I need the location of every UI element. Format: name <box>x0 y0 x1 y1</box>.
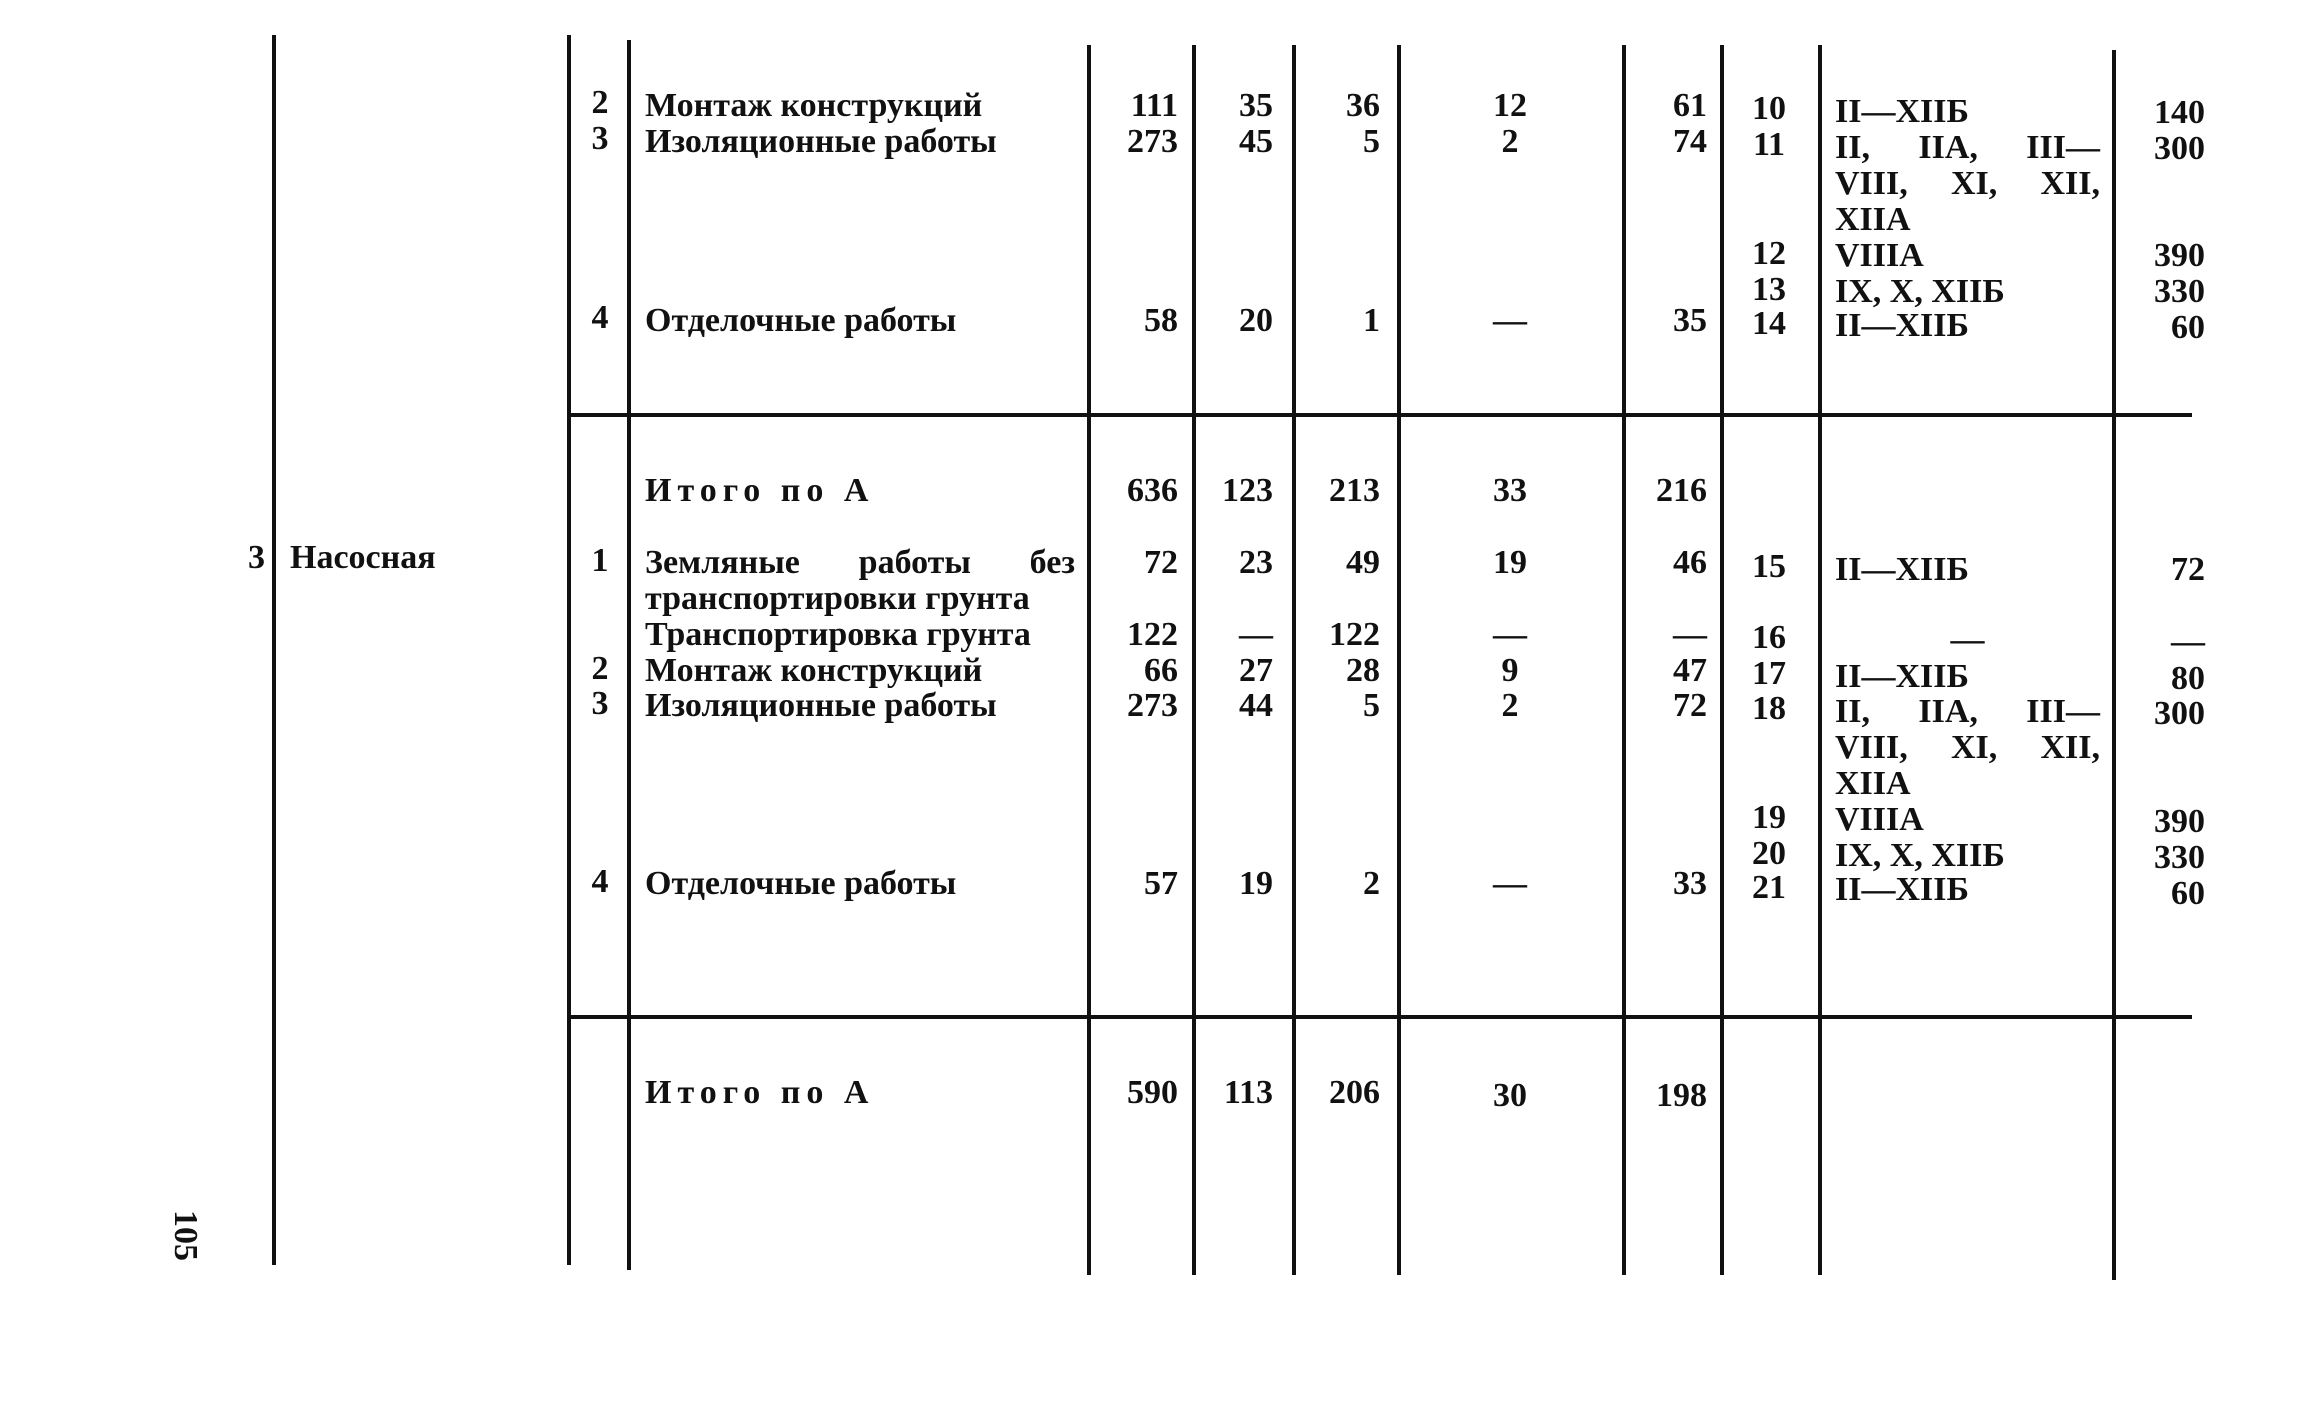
value-cell: 35 <box>1673 302 1707 339</box>
work-name-line: транспортировки грунта <box>645 580 1030 617</box>
work-name <box>645 545 1075 617</box>
work-name-line: Земляные работы без <box>645 544 1075 581</box>
group-cell: II—XIIБ <box>1835 93 1969 130</box>
group-cell: II—XIIБ <box>1835 307 1969 344</box>
code-cell: 21 <box>1752 869 1786 906</box>
group-cell: IX, X, XIIБ <box>1835 273 2005 310</box>
group-cell: II—XIIБ <box>1835 658 1969 695</box>
value-cell: 122 <box>1127 616 1178 653</box>
value-cell: 111 <box>1130 87 1178 124</box>
code-cell: 20 <box>1752 835 1786 872</box>
object-number: 3 <box>248 539 265 576</box>
group-cell: VIIIA <box>1835 237 1924 274</box>
work-name: Отделочные работы <box>645 865 957 902</box>
group-cell <box>1835 694 2100 802</box>
vertical-rule <box>2112 50 2116 1280</box>
code-cell: 17 <box>1752 655 1786 692</box>
last-cell: — <box>2171 623 2205 660</box>
value-cell: 1 <box>1363 302 1380 339</box>
horizontal-rule <box>567 413 2192 417</box>
value-cell: 45 <box>1239 123 1273 160</box>
group-cell: IX, X, XIIБ <box>1835 837 2005 874</box>
code-cell: 10 <box>1752 90 1786 127</box>
code-cell: 18 <box>1752 690 1786 727</box>
object-name: Насосная <box>290 539 436 576</box>
group-cell-line: XIIA <box>1835 765 1911 802</box>
total-value: 590 <box>1127 1074 1178 1111</box>
group-cell: II—XIIБ <box>1835 551 1969 588</box>
work-name: Отделочные работы <box>645 302 957 339</box>
vertical-rule <box>627 40 631 1270</box>
value-cell: 122 <box>1329 616 1380 653</box>
value-cell: 74 <box>1673 123 1707 160</box>
value-cell: 5 <box>1363 123 1380 160</box>
work-name: Монтаж конструкций <box>645 87 983 124</box>
group-cell: VIIIA <box>1835 801 1924 838</box>
value-cell: 33 <box>1673 865 1707 902</box>
code-cell: 12 <box>1752 235 1786 272</box>
code-cell: 13 <box>1752 271 1786 308</box>
row-number: 2 <box>591 650 609 687</box>
work-name: Изоляционные работы <box>645 687 997 724</box>
last-cell: 72 <box>2171 551 2205 588</box>
code-cell: 19 <box>1752 799 1786 836</box>
code-cell: 14 <box>1752 305 1786 342</box>
value-cell: 44 <box>1239 687 1273 724</box>
total-value: 123 <box>1222 472 1273 509</box>
last-cell: 300 <box>2154 695 2205 732</box>
value-cell: 28 <box>1346 652 1380 689</box>
last-cell: 330 <box>2154 839 2205 876</box>
row-number: 3 <box>591 120 609 157</box>
last-cell: 300 <box>2154 130 2205 167</box>
total-value: 30 <box>1493 1077 1527 1114</box>
value-cell: — <box>1239 616 1273 653</box>
value-cell: 273 <box>1127 687 1178 724</box>
value-cell: — <box>1493 616 1527 653</box>
value-cell: 46 <box>1673 544 1707 581</box>
group-cell-line: II, IIА, III— <box>1835 693 2100 730</box>
value-cell: 58 <box>1144 302 1178 339</box>
value-cell: 2 <box>1501 123 1519 160</box>
group-cell-line: VIII, XI, XII, <box>1835 165 2100 202</box>
value-cell: — <box>1493 865 1527 902</box>
row-number: 1 <box>591 542 609 579</box>
value-cell: 49 <box>1346 544 1380 581</box>
total-value: 113 <box>1223 1074 1273 1111</box>
value-cell: 57 <box>1144 865 1178 902</box>
total-value: 33 <box>1493 472 1527 509</box>
value-cell: 273 <box>1127 123 1178 160</box>
value-cell: 2 <box>1501 687 1519 724</box>
group-cell <box>1835 130 2100 238</box>
row-number: 4 <box>591 299 609 336</box>
last-cell: 390 <box>2154 237 2205 274</box>
last-cell: 60 <box>2171 309 2205 346</box>
work-name: Монтаж конструкций <box>645 652 983 689</box>
work-name: Изоляционные работы <box>645 123 997 160</box>
group-cell: — <box>1950 621 1985 658</box>
group-cell-line: VIII, XI, XII, <box>1835 729 2100 766</box>
value-cell: 19 <box>1493 544 1527 581</box>
vertical-rule <box>567 35 571 1265</box>
total-value: 213 <box>1329 472 1380 509</box>
page-number: 105 <box>167 1210 204 1261</box>
vertical-rule <box>1818 45 1822 1275</box>
value-cell: 61 <box>1673 87 1707 124</box>
total-value: 198 <box>1656 1077 1707 1114</box>
value-cell: 20 <box>1239 302 1273 339</box>
group-cell-line: XIIA <box>1835 201 1911 238</box>
group-cell: II—XIIБ <box>1835 871 1969 908</box>
last-cell: 330 <box>2154 273 2205 310</box>
value-cell: 23 <box>1239 544 1273 581</box>
last-cell: 80 <box>2171 660 2205 697</box>
value-cell: 36 <box>1346 87 1380 124</box>
vertical-rule <box>272 35 276 1265</box>
total-label: Итого по А <box>645 472 875 509</box>
value-cell: — <box>1493 302 1527 339</box>
value-cell: — <box>1673 616 1707 653</box>
group-cell-line: II, IIА, III— <box>1835 129 2100 166</box>
code-cell: 11 <box>1752 126 1786 163</box>
row-number: 3 <box>591 685 609 722</box>
value-cell: 47 <box>1673 652 1707 689</box>
value-cell: 2 <box>1363 865 1380 902</box>
total-label: Итого по А <box>645 1074 875 1111</box>
value-cell: 9 <box>1501 652 1519 689</box>
value-cell: 5 <box>1363 687 1380 724</box>
value-cell: 72 <box>1144 544 1178 581</box>
row-number: 4 <box>591 863 609 900</box>
value-cell: 66 <box>1144 652 1178 689</box>
total-value: 216 <box>1656 472 1707 509</box>
last-cell: 390 <box>2154 803 2205 840</box>
value-cell: 12 <box>1493 87 1527 124</box>
value-cell: 19 <box>1239 865 1273 902</box>
total-value: 206 <box>1329 1074 1380 1111</box>
horizontal-rule <box>567 1015 2192 1019</box>
total-value: 636 <box>1127 472 1178 509</box>
last-cell: 140 <box>2154 94 2205 131</box>
row-number: 2 <box>591 84 609 121</box>
value-cell: 27 <box>1239 652 1273 689</box>
value-cell: 72 <box>1673 687 1707 724</box>
value-cell: 35 <box>1239 87 1273 124</box>
work-name: Транспортировка грунта <box>645 616 1031 653</box>
code-cell: 16 <box>1752 619 1786 656</box>
last-cell: 60 <box>2171 875 2205 912</box>
code-cell: 15 <box>1752 548 1786 585</box>
